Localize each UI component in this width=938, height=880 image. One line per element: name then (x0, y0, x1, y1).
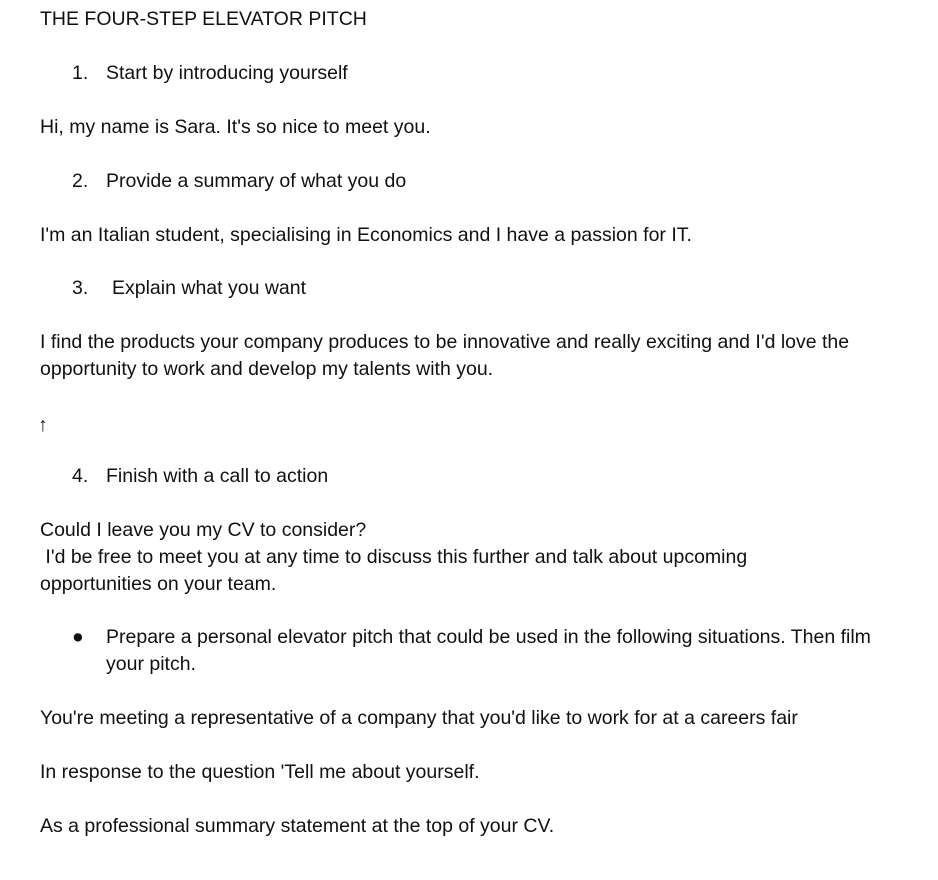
document-title: THE FOUR-STEP ELEVATOR PITCH (40, 8, 367, 30)
step-1-number: 1. (72, 62, 89, 84)
step-3-number: 3. (72, 277, 89, 299)
situation-2: In response to the question 'Tell me about yourself. (40, 761, 480, 783)
up-arrow-icon: ↑ (38, 414, 48, 436)
step-2-text: I'm an Italian student, specialising in Economics and I have a passion for IT. (40, 224, 692, 246)
step-2-number: 2. (72, 170, 89, 192)
step-4-heading-text: Finish with a call to action (106, 465, 329, 487)
situation-3: As a professional summary statement at the top of your CV. (40, 815, 555, 837)
step-2-heading (72, 168, 406, 195)
step-1-text: Hi, my name is Sara. It's so nice to meet you. (40, 116, 431, 138)
step-4-number: 4. (72, 465, 89, 487)
task-bullet-item (72, 624, 892, 678)
step-3-heading (72, 275, 306, 302)
step-4-text-line-1: Could I leave you my CV to consider? (40, 519, 367, 541)
step-4-heading (72, 463, 328, 490)
step-1-heading-text: Start by introducing yourself (106, 62, 348, 84)
step-3-heading-text: Explain what you want (112, 277, 307, 299)
step-3-text: I find the products your company produces to be innovative and really exciting and I'd love the opportunity to work and develop my talents with you. (40, 331, 850, 380)
bullet-icon: ● (72, 626, 84, 648)
step-2-heading-text: Provide a summary of what you do (106, 170, 407, 192)
task-text: Prepare a personal elevator pitch that could be used in the following situations. Then film your pitch. (106, 626, 871, 675)
step-1-heading (72, 60, 348, 87)
step-4-text-line-2: I'd be free to meet you at any time to discuss this further and talk about upcoming opportunities on your team. (40, 546, 753, 595)
situation-1: You're meeting a representative of a company that you'd like to work for at a careers fair (40, 707, 798, 729)
